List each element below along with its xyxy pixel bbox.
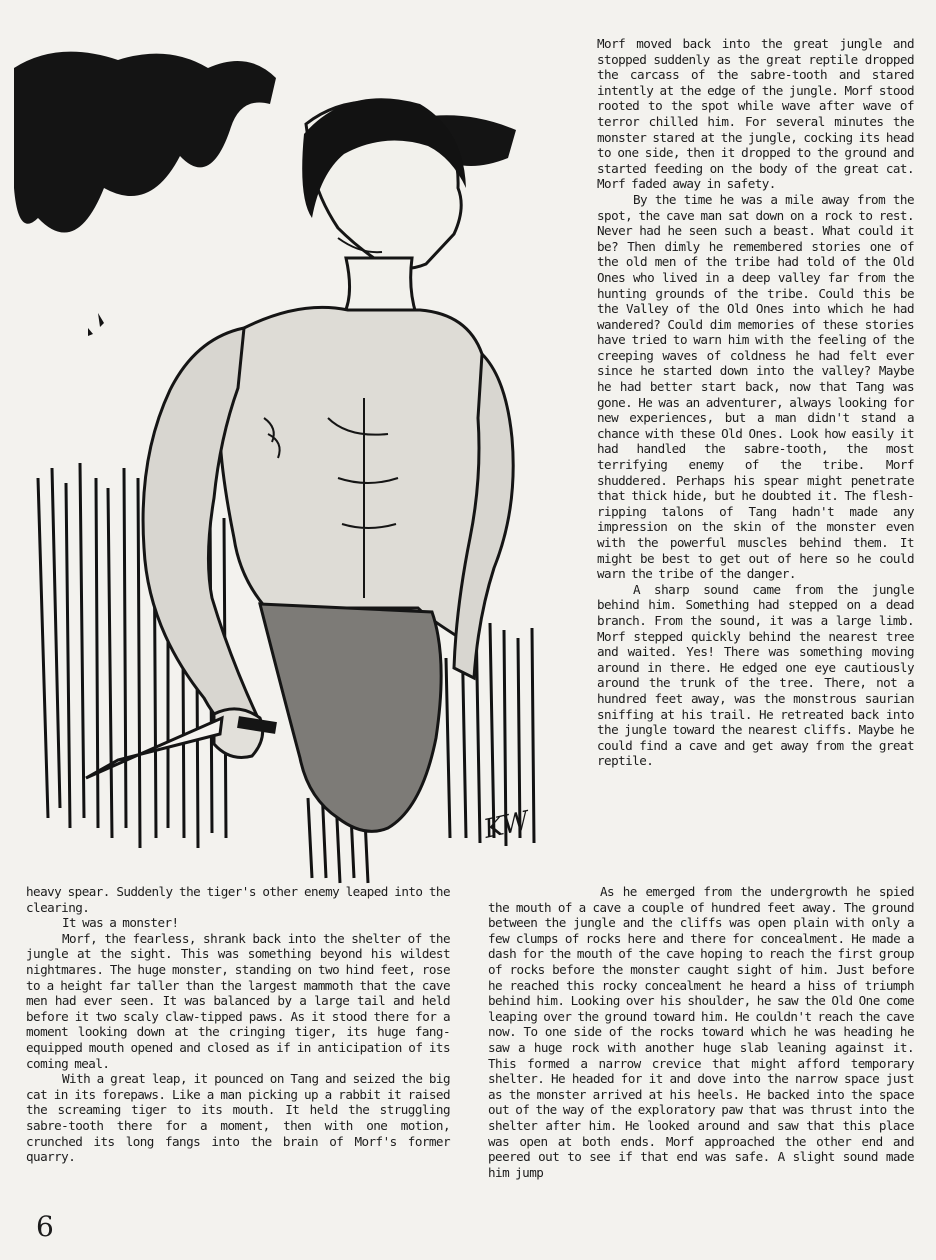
story-column-right-top [597,36,914,769]
story-paragraph: By the time he was a mile away from the spot, the cave man sat down on a rock to rest. Never had he seen such a beast. What could it be? Then dimly he remembered stories one of the old men of the tribe had told of the Old Ones who lived in a deep valley far from the hunting grounds of the tribe. Could this be the Valley of the Old Ones into which he had wandered? Could dim memories of these stories have tried to warn him with the feeling of the creeping waves of coldness he had felt ever since he started down into the valley? Maybe he had better start back, now that Tang was gone. He was an adventurer, always looking for new experiences, but a man didn't stand a chance with these Old Ones. Look how easily it had handled the sabre-tooth, the most terrifying enemy of the tribe. Morf shuddered. Perhaps his spear might penetrate that thick hide, but he doubted it. The flesh-ripping talons of Tang hadn't made any impression on the skin of the monster even with the powerful muscles behind them. It might be best to get out of here so he could warn the tribe of the danger. [597,191,914,582]
caveman-illustration [8,38,548,888]
story-paragraph: With a great leap, it pounced on Tang and seized the big cat in its forepaws. Like a man picking up a rabbit it raised the screaming tiger to its mouth. It held the struggling sabre-tooth there for a moment, then with one motion, crunched its long fangs into the brain of Morf's former quarry. [26,1071,450,1165]
story-paragraph: A sharp sound came from the jungle behind him. Something had stepped on a dead branch. From the sound, it was a large limb. Morf stepped quickly behind the nearest tree and waited. Yes! There was something moving around in there. He edged one eye cautiously around the trunk of the tree. There, not a hundred feet away, was the monstrous saurian sniffing at his trail. He retreated back into the jungle toward the nearest cliffs. Maybe he could find a cave and get away from the great reptile. [597,581,914,769]
artist-signature: KW [481,806,532,845]
story-paragraph: Morf, the fearless, shrank back into the shelter of the jungle at the sight. This was something beyond his wildest nightmares. The huge monster, standing on two hind feet, rose to a height far taller than the largest mammoth that the cave men had ever seen. It was balanced by a large tail and held before it two scaly claw-tipped paws. As it stood there for a moment looking down at the cringing tiger, its huge fang-equipped mouth opened and closed as if in anticipation of its coming meal. [26,930,450,1071]
story-paragraph: As he emerged from the undergrowth he spied the mouth of a cave a couple of hundred feet away. The ground between the jungle and the cliffs was open plain with only a few clumps of rocks here and there for concealment. He made a dash for the mouth of the cave hoping to reach the first group of rocks before the monster caught sight of him. Just before he reached this rocky concealment he heard a hiss of triumph behind him. Looking over his shoulder, he saw the Old One come leaping over the ground toward him. He couldn't reach the cave now. To one side of the rocks toward which he was heading he saw a huge rock with another huge slab leaning against it. This formed a narrow crevice that might afford temporary shelter. He headed for it and dove into the narrow space just as the monster arrived at his heels. He backed into the space out of the way of the exploratory paw that was thrust into the shelter after him. He looked around and saw that this place was open at both ends. Morf approached the other end and peered out to see if that end was safe. A slight sound made him jump [488,884,914,1180]
caveman-figure [86,98,513,831]
story-paragraph: It was a monster! [62,915,179,931]
story-paragraph: Morf moved back into the great jungle and stopped suddenly as the great reptile dropped the carcass of the sabre-tooth and stared intently at the edge of the jungle. Morf stood rooted to the spot while wave after wave of terror chilled him. For several minutes the monster stared at the jungle, cocking its head to one side, then it dropped to the ground and started feeding on the body of the great cat. Morf faded away in safety. [597,36,914,192]
page-number: 6 [36,1210,54,1243]
story-column-left-bottom [26,884,450,1165]
story-paragraph: heavy spear. Suddenly the tiger's other enemy leaped into the clearing. [26,884,450,915]
story-column-right-bottom [488,884,914,1180]
